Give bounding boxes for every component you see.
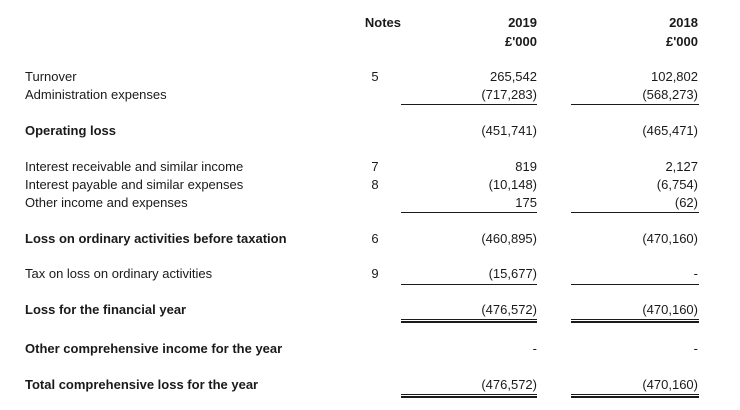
row-label: Turnover [25, 69, 77, 84]
row-tax-on-loss [0, 265, 740, 283]
row-label: Loss on ordinary activities before taxation [25, 231, 287, 246]
row-label: Loss for the financial year [25, 302, 187, 317]
value-2019: (476,572) [481, 377, 537, 392]
row-label: Interest payable and similar expenses [25, 177, 244, 192]
value-2018: 2,127 [665, 159, 698, 174]
subtotal-rule-2019 [401, 284, 537, 285]
row-label: Other comprehensive income for the year [25, 341, 283, 356]
value-2018: (6,754) [656, 177, 698, 192]
row-other-comprehensive-income [0, 340, 740, 358]
row-note: 9 [371, 266, 379, 281]
value-2018: - [693, 341, 698, 356]
total-double-rule-2018 [571, 394, 699, 398]
value-2019: (476,572) [481, 302, 537, 317]
row-label: Other income and expenses [25, 195, 188, 210]
subtotal-rule-2018 [571, 212, 699, 213]
row-label: Administration expenses [25, 87, 167, 102]
total-double-rule-2019 [401, 319, 537, 323]
row-label: Tax on loss on ordinary activities [25, 266, 213, 281]
row-label: Total comprehensive loss for the year [25, 377, 259, 392]
row-operating-loss [0, 122, 740, 140]
value-2019: 265,542 [490, 69, 537, 84]
row-note: 8 [371, 177, 379, 192]
value-2018: (62) [674, 195, 698, 210]
subtotal-rule-2018 [571, 104, 699, 105]
row-label: Operating loss [25, 123, 117, 138]
unit-2019-header: £'000 [504, 34, 537, 49]
notes-header: Notes [364, 15, 401, 30]
row-turnover [0, 68, 740, 86]
row-note: 6 [371, 231, 379, 246]
row-interest-receivable [0, 158, 740, 176]
subtotal-rule-2019 [401, 212, 537, 213]
value-2018: - [693, 266, 698, 281]
row-interest-payable [0, 176, 740, 194]
value-2019: (451,741) [481, 123, 537, 138]
value-2018: (470,160) [642, 231, 698, 246]
value-2019: (15,677) [488, 266, 537, 281]
row-note: 7 [371, 159, 379, 174]
value-2019: 175 [515, 195, 537, 210]
value-2019: (460,895) [481, 231, 537, 246]
value-2018: 102,802 [651, 69, 698, 84]
value-2018: (568,273) [642, 87, 698, 102]
value-2018: (470,160) [642, 302, 698, 317]
year-2018-header: 2018 [669, 15, 698, 30]
total-double-rule-2018 [571, 319, 699, 323]
value-2019: (717,283) [481, 87, 537, 102]
subtotal-rule-2018 [571, 284, 699, 285]
subtotal-rule-2019 [401, 104, 537, 105]
row-other-income [0, 194, 740, 212]
value-2018: (470,160) [642, 377, 698, 392]
row-label: Interest receivable and similar income [25, 159, 244, 174]
value-2019: - [532, 341, 537, 356]
value-2019: (10,148) [488, 177, 537, 192]
row-administration-expenses [0, 86, 740, 104]
row-note: 5 [371, 69, 379, 84]
row-loss-before-taxation [0, 230, 740, 248]
unit-2018-header: £'000 [665, 34, 698, 49]
row-total-comprehensive-loss [0, 376, 740, 394]
value-2019: 819 [515, 159, 537, 174]
value-2018: (465,471) [642, 123, 698, 138]
total-double-rule-2019 [401, 394, 537, 398]
row-loss-for-year [0, 301, 740, 319]
year-2019-header: 2019 [508, 15, 537, 30]
